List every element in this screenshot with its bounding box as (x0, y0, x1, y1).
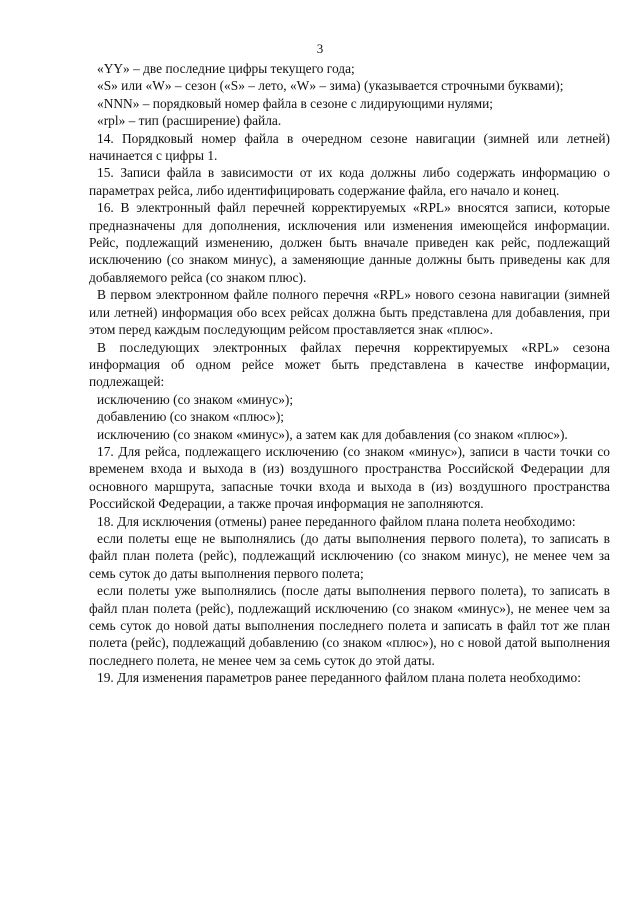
paragraph-17: 17. Для рейса, подлежащего исключению (со знаком «минус»), записи в части точки со временем входа и выхода в (из) воздушного пространства Российской Федерации для основного маршрута, запасные точки входа и выхода в (из) воздушного пространства Российской Федерации, а также прочая информация не заполняются. (89, 443, 610, 512)
list-item-exclusion: исключению (со знаком «минус»); (97, 391, 294, 407)
paragraph-year-definition: «YY» – две последние цифры текущего года; (97, 61, 355, 76)
page-number: 3 (316, 41, 324, 56)
paragraph-flights-not-started: если полеты еще не выполнялись (до даты выполнения первого полета), то записать в файл план полета (рейс), подлежащий исключению (со знаком минус), не менее чем за семь суток до даты выполнения первого полета; (89, 530, 610, 581)
paragraph-season-definition: «S» или «W» – сезон («S» – лето, «W» – зима) (указывается строчными буквами); (97, 78, 564, 94)
paragraph-14: 14. Порядковый номер файла в очередном сезоне навигации (зимней или летней) начинается с цифры 1. (89, 130, 610, 164)
list-item-addition: добавлению (со знаком «плюс»); (97, 409, 285, 425)
paragraph-number-definition: «NNN» – порядковый номер файла в сезоне с лидирующими нулями; (97, 95, 494, 111)
paragraph-flights-started: если полеты уже выполнялись (после даты выполнения первого полета), то записать в файл план полета (рейс), подлежащий исключению (со знаком «минус»), не менее чем за семь суток до новой даты выполнения последнего полета и записать в файл тот же план полета (рейс), подлежащий добавлению (со знаком «плюс»), но с новой датой выполнения последнего полета, не менее чем за семь суток до этой даты. (89, 583, 610, 668)
list-item-exclusion-then-addition: исключению (со знаком «минус»), а затем как для добавления (со знаком «плюс»). (97, 426, 568, 442)
paragraph-19: 19. Для изменения параметров ранее переданного файлом плана полета необходимо: (97, 670, 581, 686)
paragraph-18: 18. Для исключения (отмены) ранее переданного файлом плана полета необходимо: (97, 513, 576, 529)
paragraph-16: 16. В электронный файл перечней корректируемых «RPL» вносятся записи, которые предназначены для дополнения, исключения или изменения имеющейся информации. Рейс, подлежащий изменению, должен быть вначале приведен как рейс, подлежащий исключению (со знаком минус), а заменяющие данные должны быть приведены как для добавляемого рейса (со знаком плюс). (89, 200, 610, 285)
paragraph-subsequent-files: В последующих электронных файлах перечня корректируемых «RPL» сезона информация об одном рейсе может быть представлена в качестве информации, подлежащей: (89, 339, 610, 390)
paragraph-15: 15. Записи файла в зависимости от их кода должны либо содержать информацию о параметрах рейса, либо идентифицировать содержание файла, его начало и конец. (89, 165, 610, 198)
document-body (89, 60, 610, 687)
paragraph-first-file: В первом электронном файле полного перечня «RPL» нового сезона навигации (зимней или летней) информация обо всех рейсах должна быть представлена для добавления, при этом перед каждым последующим рейсом проставляется знак «плюс». (89, 287, 610, 338)
paragraph-extension-definition: «rpl» – тип (расширение) файла. (97, 113, 282, 129)
